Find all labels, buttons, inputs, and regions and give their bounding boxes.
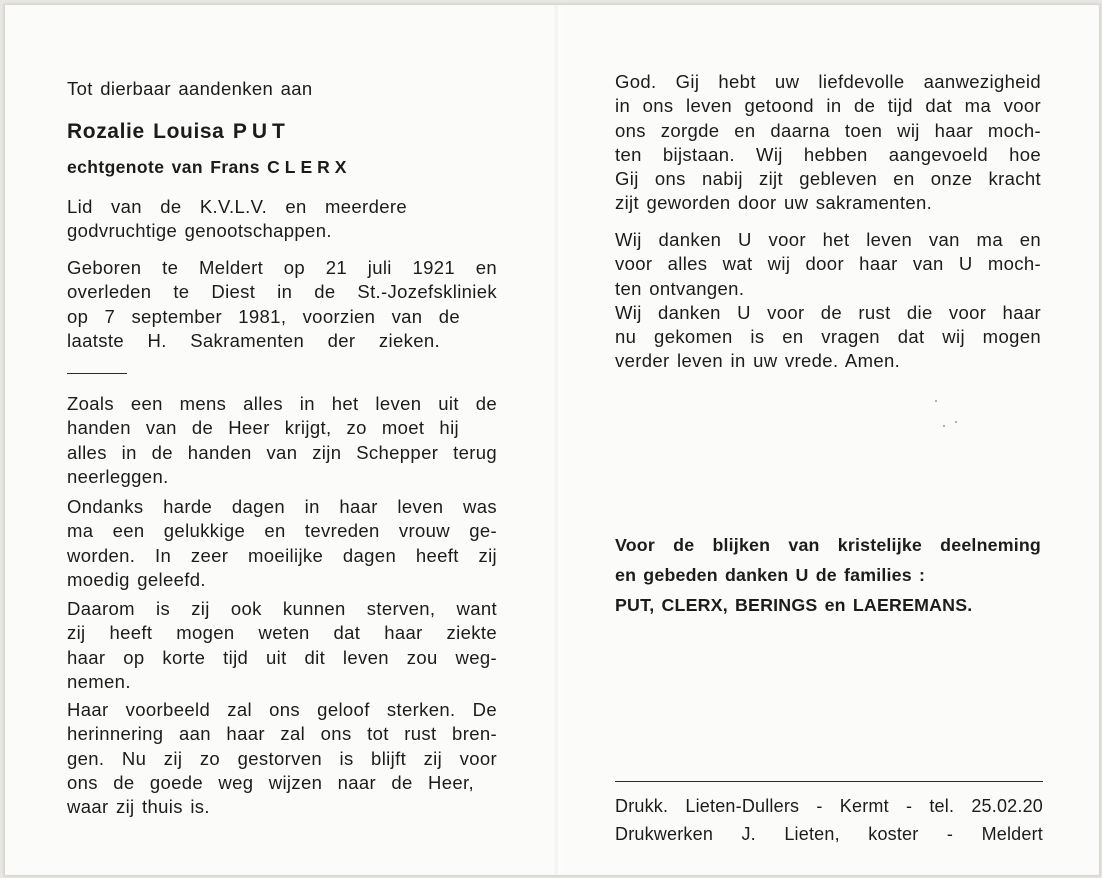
memorial-card: [4, 4, 1100, 876]
prayer-paragraph-2: [615, 228, 1041, 374]
membership-block: [67, 195, 407, 244]
birth-death-line: overleden te Diest in de St.-Jozefskliniek: [67, 281, 497, 303]
paragraph-line: alles in de handen van zijn Schepper terug: [67, 441, 497, 463]
prayer-line: Wij danken U voor de rust die voor haar: [615, 301, 1041, 323]
thanks-line: Voor de blijken van kristelijke deelneming: [615, 535, 1041, 555]
membership-line: godvruchtige genootschappen.: [67, 220, 332, 242]
paragraph-4: [67, 698, 497, 819]
paper-speck: [935, 400, 937, 402]
paragraph-line: gen. Nu zij zo gestorven is blijft zij voor: [67, 747, 497, 769]
paragraph-3: [67, 597, 497, 694]
families-line: PUT, CLERX, BERINGS en LAEREMANS.: [615, 595, 973, 615]
prayer-line: verder leven in uw vrede. Amen.: [615, 350, 901, 372]
paragraph-line: ma een gelukkige en tevreden vrouw ge-: [67, 520, 497, 542]
paper-speck: [943, 425, 945, 427]
paragraph-line: ons de goede weg wijzen naar de Heer,: [67, 771, 474, 793]
paragraph-line: herinnering aan haar zal ons tot rust bren-: [67, 723, 497, 745]
paragraph-line: neerleggen.: [67, 465, 169, 487]
deceased-last-name: PUT: [232, 120, 290, 143]
paragraph-line: Haar voorbeeld zal ons geloof sterken. De: [67, 699, 497, 720]
printer-line: Drukwerken J. Lieten, koster - Meldert: [615, 824, 1043, 844]
paragraph-line: waar zij thuis is.: [67, 796, 210, 818]
spouse-line: [67, 155, 351, 179]
paragraph-line: nemen.: [67, 670, 131, 692]
paragraph-line: Zoals een mens alles in het leven uit de: [67, 393, 497, 414]
paragraph-line: Ondanks harde dagen in haar leven was: [67, 496, 497, 517]
paragraph-line: zij heeft mogen weten dat haar ziekte: [67, 622, 497, 644]
prayer-line: voor alles wat wij door haar van U moch-: [615, 253, 1041, 275]
thanks-block: [615, 530, 1041, 620]
spouse-last-name: CLERX: [267, 157, 352, 177]
prayer-line: Wij danken U voor het leven van ma en: [615, 229, 1041, 250]
paragraph-2: [67, 495, 497, 592]
printer-line: Drukk. Lieten-Dullers - Kermt - tel. 25.02.20: [615, 796, 1043, 816]
birth-death-line: op 7 september 1981, voorzien van de: [67, 305, 460, 327]
prayer-line: zijt geworden door uw sakramenten.: [615, 192, 933, 214]
paragraph-line: moedig geleefd.: [67, 568, 206, 590]
paragraph-line: worden. In zeer moeilijke dagen heeft zij: [67, 544, 497, 566]
prayer-paragraph-1: [615, 70, 1041, 216]
spouse-prefix: echtgenote van Frans: [67, 157, 260, 177]
prayer-line: Gij ons nabij zijt gebleven en onze kracht: [615, 168, 1041, 190]
prayer-line: nu gekomen is en vragen dat wij mogen: [615, 326, 1041, 348]
deceased-first-names: Rozalie Louisa: [67, 120, 225, 143]
birth-death-line: Geboren te Meldert op 21 juli 1921 en: [67, 257, 497, 278]
paragraph-line: handen van de Heer krijgt, zo moet hij: [67, 417, 459, 439]
separator-rule: [67, 373, 127, 374]
paper-speck: [955, 421, 957, 423]
prayer-line: in ons leven getoond in de tijd dat ma voor: [615, 95, 1041, 117]
printer-block: [615, 792, 1043, 848]
footer-rule: [615, 781, 1043, 782]
prayer-line: ten ontvangen.: [615, 277, 745, 299]
prayer-line: God. Gij hebt uw liefdevolle aanwezigheid: [615, 71, 1041, 92]
paragraph-line: haar op korte tijd uit dit leven zou weg-: [67, 646, 497, 668]
deceased-name: [67, 120, 290, 144]
card-fold: [553, 5, 563, 875]
intro-line: Tot dierbaar aandenken aan: [67, 78, 313, 99]
paragraph-1: [67, 392, 497, 489]
prayer-line: ten bijstaan. Wij hebben aangevoeld hoe: [615, 143, 1041, 165]
birth-death-line: laatste H. Sakramenten der zieken.: [67, 329, 440, 351]
thanks-line: en gebeden danken U de families :: [615, 565, 926, 585]
paragraph-line: Daarom is zij ook kunnen sterven, want: [67, 598, 497, 619]
prayer-line: ons zorgde en daarna toen wij haar moch-: [615, 119, 1041, 141]
membership-line: Lid van de K.V.L.V. en meerdere: [67, 196, 407, 217]
birth-death-block: [67, 256, 497, 353]
